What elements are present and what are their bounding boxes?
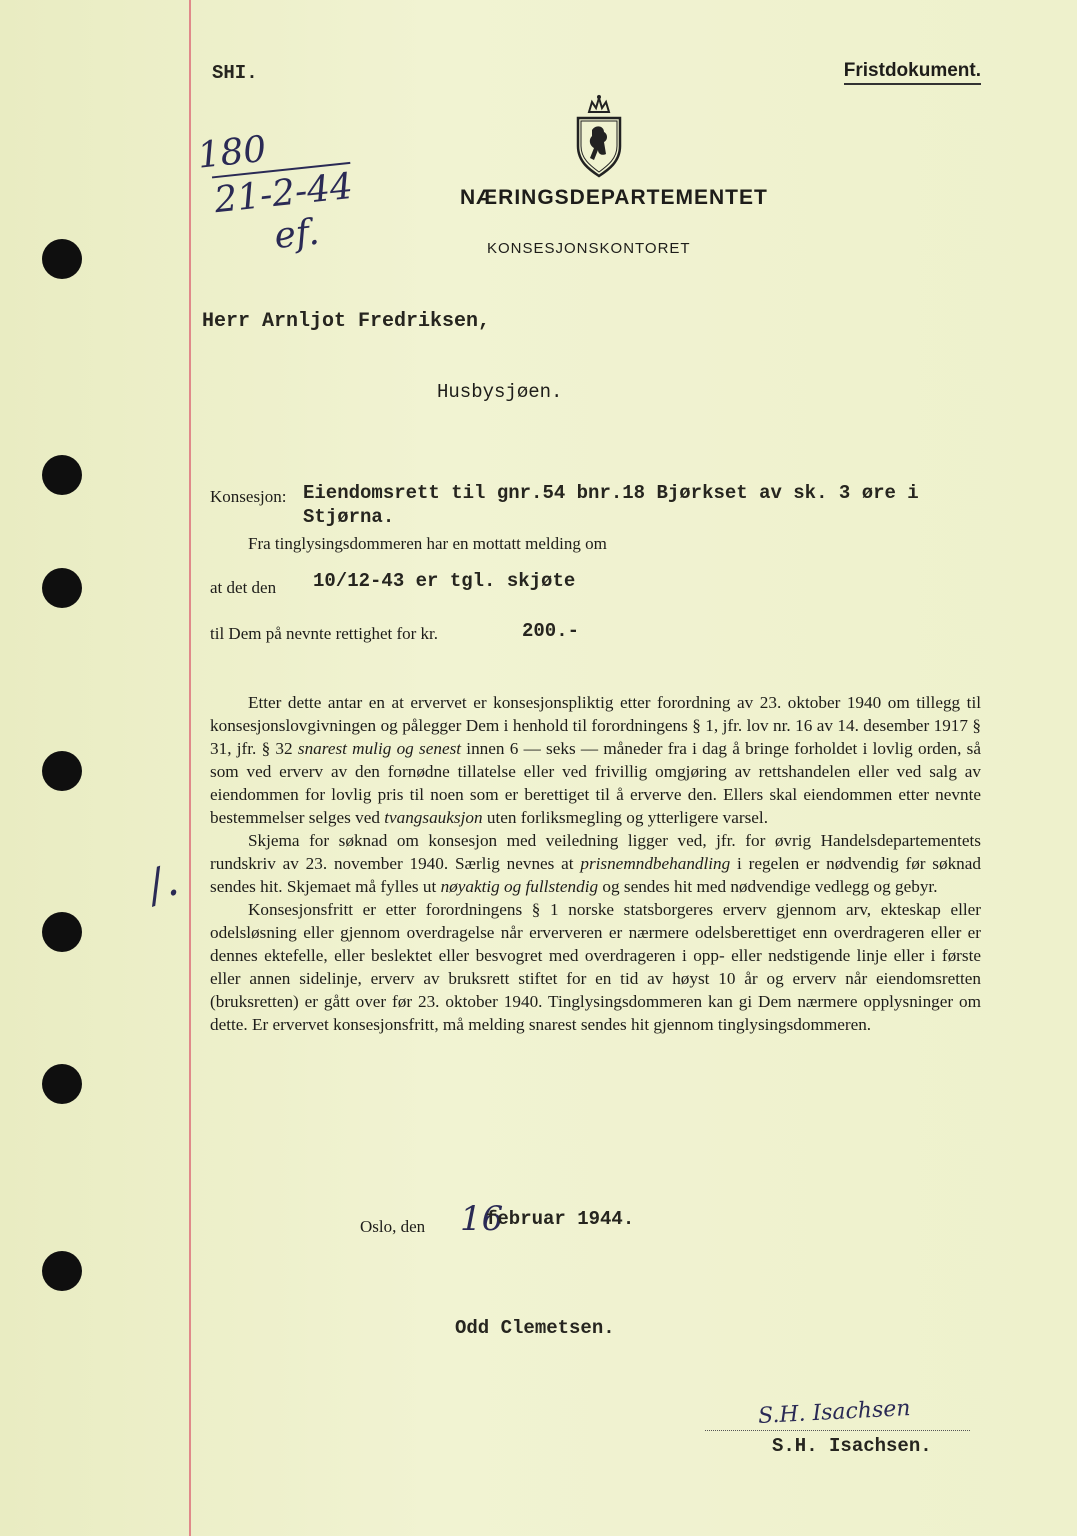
letter-body (210, 691, 981, 1036)
punch-hole (42, 751, 82, 791)
recipient-name: Herr Arnljot Fredriksen, (202, 310, 491, 333)
department-name: NÆRINGSDEPARTEMENTET (460, 186, 768, 209)
handwritten-day: 16 (460, 1199, 504, 1239)
office-name: KONSESJONSKONTORET (487, 240, 691, 257)
konsesjon-value: Eiendomsrett til gnr.54 bnr.18 Bjørkset av sk. 3 øre i Stjørna. (303, 482, 919, 528)
at-det-value: 10/12-43 er tgl. skjøte (313, 570, 576, 592)
paragraph-2: Skjema for søknad om konsesjon med veiledning ligger ved, jfr. for øvrig Handelsdepartementets rundskriv av 23. november 1940. Særlig nevnes at prisnemndbehandling i regelen er nødvendig før søknad sendes hit. Skjemaet må fylles ut nøyaktig og fullstendig og sendes hit med nødvendige vedlegg og gebyr. (210, 831, 981, 896)
handwritten-reference (190, 120, 360, 266)
punch-hole (42, 912, 82, 952)
fra-text: Fra tinglysingsdommeren har en mottatt melding om (248, 534, 607, 553)
signer-name: Odd Clemetsen. (455, 1317, 615, 1339)
punch-hole (42, 1251, 82, 1291)
margin-line (189, 0, 191, 1536)
amount-value: 200.- (522, 620, 580, 642)
countersigner-name: S.H. Isachsen. (772, 1435, 932, 1457)
ref-number: 180 (195, 128, 269, 177)
handwritten-signature: S.H. Isachsen (757, 1396, 912, 1429)
document-type: Fristdokument. (844, 60, 981, 85)
punch-hole (42, 455, 82, 495)
signature-line (705, 1430, 970, 1432)
margin-check-mark: /. (140, 854, 185, 913)
norwegian-coat-of-arms-icon (572, 94, 626, 178)
recipient-place: Husbysjøen. (437, 381, 563, 403)
place-date-label: Oslo, den (360, 1217, 426, 1236)
paragraph-3: Konsesjonsfritt er etter forordningens § 1 norske statsborgeres erverv gjennom arv, ekteskap eller odelsløsning eller gjennom overdragelse når erververen er nærmere odelsberettiget enn overdrageren eller er dennes ektefelle, eller beslektet eller besvogret med overdrageren i opp- eller nedstigende linje eller i første eller annen sidelinje, erverv av bruksrett stiftet for en tid av høyst 10 år og erverv når eiendomsretten (bruksretten) er gått over før 23. oktober 1940. Tinglysingsdommeren kan gi Dem nærmere opplysninger om dette. Er ervervet konsesjonsfritt, må melding snarest sendes hit gjennom tinglysingsdommeren. (210, 900, 981, 1034)
punch-hole (42, 239, 82, 279)
konsesjon-label: Konsesjon: (210, 487, 287, 506)
header-code: SHI. (212, 62, 258, 84)
punch-hole (42, 1064, 82, 1104)
date-value: februar 1944. (486, 1208, 635, 1230)
punch-hole (42, 568, 82, 608)
ref-initials: ef. (272, 211, 322, 258)
at-det-label: at det den (210, 578, 277, 597)
ref-date: 21-2-44 (212, 162, 355, 222)
paragraph-1: Etter dette antar en at ervervet er konsesjonspliktig etter forordning av 23. oktober 1940 om tillegg til konsesjonslovgivningen og pålegger Dem i henhold til forordningens § 1, jfr. lov nr. 16 av 14. desember 1917 § 31, jfr. § 32 snarest mulig og senest innen 6 — seks — måneder fra i dag å bringe forholdet i lovlig orden, så som ved erverv av den fornødne tillatelse eller ved frivillig omgjøring av rettshandelen eller ved salg av eiendommen for lovlig pris til noen som er berettiget til å erverve den. Ellers skal eiendommen etter nevnte bestemmelser selges ved tvangsauksjon uten forliksmegling og ytterligere varsel. (210, 693, 981, 827)
til-dem-label: til Dem på nevnte rettighet for kr. (210, 624, 439, 643)
